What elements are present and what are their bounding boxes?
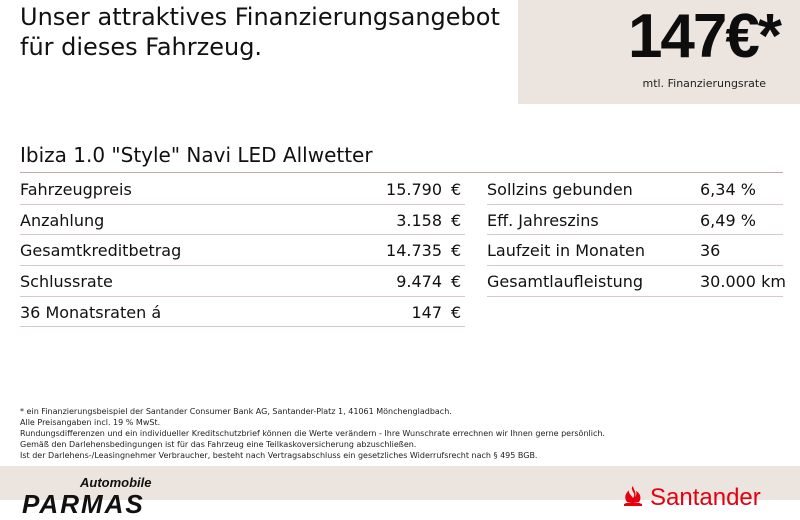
row-divider bbox=[20, 234, 465, 235]
footer-band bbox=[0, 466, 800, 519]
headline-line-2: für dieses Fahrzeug. bbox=[20, 33, 263, 61]
value-total-credit: 14.735 bbox=[386, 241, 442, 260]
bank-logo bbox=[622, 486, 800, 516]
row-divider bbox=[20, 204, 465, 205]
row-divider bbox=[487, 296, 783, 297]
value-down-payment: 3.158 bbox=[396, 211, 442, 230]
footnote-line: Gemäß den Darlehensbedingungen ist für das Fahrzeug eine Teilkaskoversicherung abzuschließen. bbox=[20, 440, 417, 449]
vehicle-model-title: Ibiza 1.0 "Style" Navi LED Allwetter bbox=[20, 143, 373, 167]
currency-monthly-rates: € bbox=[451, 303, 462, 322]
label-down-payment: Anzahlung bbox=[20, 211, 105, 230]
price-panel bbox=[518, 0, 800, 104]
footnote-line: * ein Finanzierungsbeispiel der Santander Consumer Bank AG, Santander-Platz 1, 41061 Mönchengladbach. bbox=[20, 407, 452, 416]
dealer-logo-small-text: Automobile bbox=[80, 475, 152, 490]
label-final-rate: Schlussrate bbox=[20, 272, 113, 291]
value-final-rate: 9.474 bbox=[396, 272, 442, 291]
row-divider bbox=[20, 326, 465, 327]
footnote-line: Rundungsdifferenzen und ein individueller Kreditschutzbrief können die Werte verändern - Ihre Wunschrate errechnen wir Ihnen gerne persönlich. bbox=[20, 429, 605, 438]
currency-vehicle-price: € bbox=[451, 180, 462, 199]
value-monthly-rates: 147 bbox=[411, 303, 442, 322]
dealer-logo bbox=[22, 475, 192, 519]
label-vehicle-price: Fahrzeugpreis bbox=[20, 180, 132, 199]
table-top-divider bbox=[20, 172, 783, 173]
dealer-logo-name: PARMAS bbox=[22, 489, 145, 519]
row-divider bbox=[487, 234, 783, 235]
label-total-credit: Gesamtkreditbetrag bbox=[20, 241, 182, 260]
value-effective-rate: 6,49 % bbox=[700, 211, 756, 230]
footnote-line: Ist der Darlehens-/Leasingnehmer Verbraucher, besteht nach Vertragsabschluss ein gesetzliches Widerrufsrecht nach § 495 BGB. bbox=[20, 451, 538, 460]
label-term-months: Laufzeit in Monaten bbox=[487, 241, 646, 260]
row-divider bbox=[487, 265, 783, 266]
monthly-rate-caption: mtl. Finanzierungsrate bbox=[642, 77, 766, 90]
label-total-mileage: Gesamtlaufleistung bbox=[487, 272, 644, 291]
currency-total-credit: € bbox=[451, 241, 462, 260]
value-term-months: 36 bbox=[700, 241, 721, 260]
legal-footnotes bbox=[20, 406, 780, 461]
row-divider bbox=[20, 265, 465, 266]
row-divider bbox=[487, 204, 783, 205]
row-divider bbox=[20, 296, 465, 297]
value-fixed-interest: 6,34 % bbox=[700, 180, 756, 199]
label-monthly-rates: 36 Monatsraten á bbox=[20, 303, 162, 322]
footnote-line: Alle Preisangaben incl. 19 % MwSt. bbox=[20, 418, 161, 427]
offer-headline bbox=[20, 2, 510, 62]
value-total-mileage: 30.000 km bbox=[700, 272, 786, 291]
label-effective-rate: Eff. Jahreszins bbox=[487, 211, 599, 230]
monthly-rate-amount: 147€* bbox=[627, 2, 780, 71]
currency-final-rate: € bbox=[451, 272, 462, 291]
value-vehicle-price: 15.790 bbox=[386, 180, 442, 199]
bank-logo-name: Santander bbox=[650, 484, 761, 511]
label-fixed-interest: Sollzins gebunden bbox=[487, 180, 633, 199]
santander-flame-icon bbox=[622, 486, 644, 506]
currency-down-payment: € bbox=[451, 211, 462, 230]
headline-line-1: Unser attraktives Finanzierungsangebot bbox=[20, 3, 500, 31]
